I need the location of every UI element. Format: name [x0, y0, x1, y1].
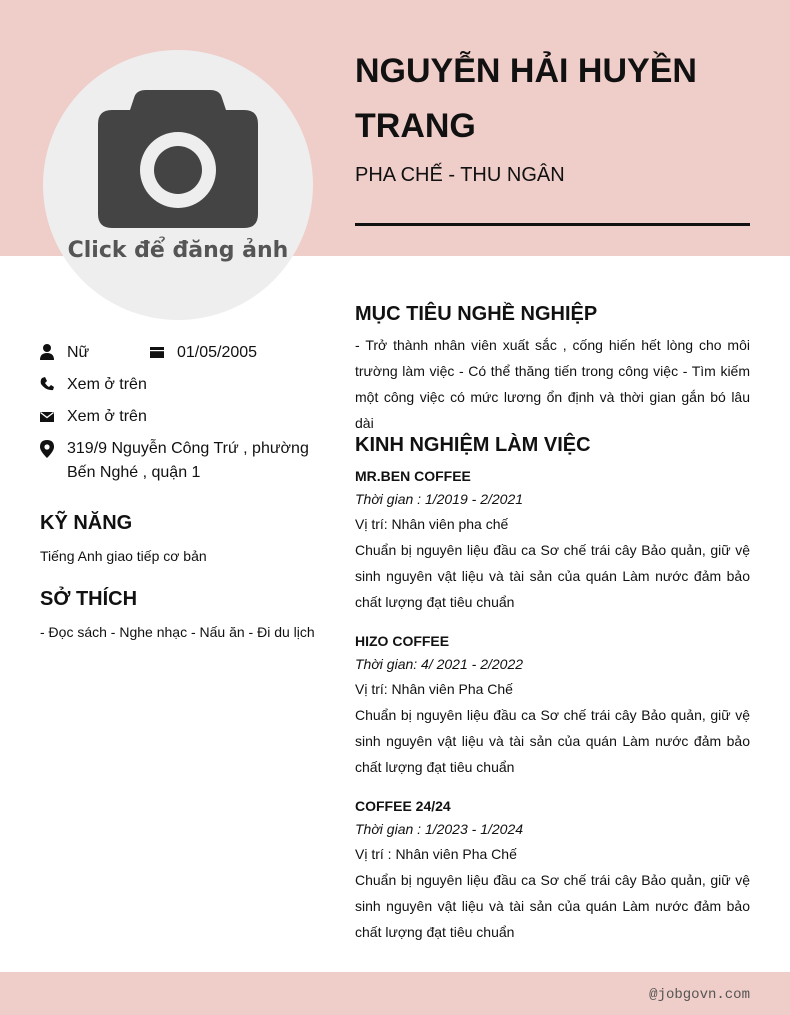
job-period: Thời gian: 4/ 2021 - 2/2022 — [355, 656, 524, 672]
hobbies-text: - Đọc sách - Nghe nhạc - Nấu ăn - Đi du lịch — [40, 624, 315, 640]
job-title: PHA CHẾ - THU NGÂN — [355, 164, 565, 186]
job-period: Thời gian : 1/2019 - 2/2021 — [355, 491, 524, 507]
location-pin-icon — [40, 440, 54, 458]
gender-value: Nữ — [67, 344, 90, 361]
calendar-icon — [150, 344, 164, 360]
job-role: Vị trí: Nhân viên pha chế — [355, 516, 509, 532]
camera-icon — [96, 88, 260, 232]
candidate-name: NGUYỄN HẢI HUYỀN TRANG — [355, 52, 697, 145]
hobbies-heading: SỞ THÍCH — [40, 588, 138, 610]
job-company: MR.BEN COFFEE — [355, 468, 471, 484]
phone-icon — [40, 376, 54, 392]
title-divider — [355, 223, 750, 226]
address-line-1: 319/9 Nguyễn Công Trứ , phường — [67, 440, 309, 457]
phone-value: Xem ở trên — [67, 376, 147, 393]
job-description: Chuẩn bị nguyên liệu đầu ca Sơ chế trái cây Bảo quản, giữ vệ sinh nguyên vật liệu và tài sản của quán Làm nước đảm bảo chất lượng đạt tiêu chuẩn — [355, 542, 750, 610]
job-description: Chuẩn bị nguyên liệu đầu ca Sơ chế trái cây Bảo quản, giữ vệ sinh nguyên vật liệu và tài sản của quán Làm nước đảm bảo chất lượng đạt tiêu chuẩn — [355, 707, 750, 775]
phone-row — [40, 373, 320, 397]
job-description: Chuẩn bị nguyên liệu đầu ca Sơ chế trái cây Bảo quản, giữ vệ sinh nguyên vật liệu và tài sản của quán Làm nước đảm bảo chất lượng đạt tiêu chuẩn — [355, 872, 750, 940]
gender-row — [40, 341, 150, 365]
skills-heading: KỸ NĂNG — [40, 512, 133, 534]
birthday-value: 01/05/2005 — [177, 344, 258, 361]
skills-text: Tiếng Anh giao tiếp cơ bản — [40, 548, 207, 564]
experience-heading: KINH NGHIỆM LÀM VIỆC — [355, 434, 591, 456]
address-row — [40, 437, 330, 485]
job-company: HIZO COFFEE — [355, 633, 450, 649]
objective-text: - Trở thành nhân viên xuất sắc , cống hiến hết lòng cho môi trường làm việc - Có thể thăng tiến trong công việc - Tìm kiếm một công việc có mức lương ổn định và thời gian gắn bó lâu dài — [355, 337, 750, 431]
birthday-row — [150, 341, 300, 365]
person-icon — [40, 344, 54, 360]
email-value: Xem ở trên — [67, 408, 147, 425]
footer-watermark: @jobgovn.com — [649, 987, 750, 1003]
job-company: COFFEE 24/24 — [355, 798, 451, 814]
avatar-upload[interactable] — [43, 50, 313, 320]
mail-icon — [40, 408, 54, 424]
email-row — [40, 405, 320, 429]
objective-heading: MỤC TIÊU NGHỀ NGHIỆP — [355, 303, 598, 325]
avatar-caption: Click để đăng ảnh — [67, 238, 289, 263]
job-period: Thời gian : 1/2023 - 1/2024 — [355, 821, 524, 837]
job-role: Vị trí: Nhân viên Pha Chế — [355, 681, 513, 697]
job-role: Vị trí : Nhân viên Pha Chế — [355, 846, 517, 862]
address-line-2: Bến Nghé , quận 1 — [67, 464, 201, 481]
